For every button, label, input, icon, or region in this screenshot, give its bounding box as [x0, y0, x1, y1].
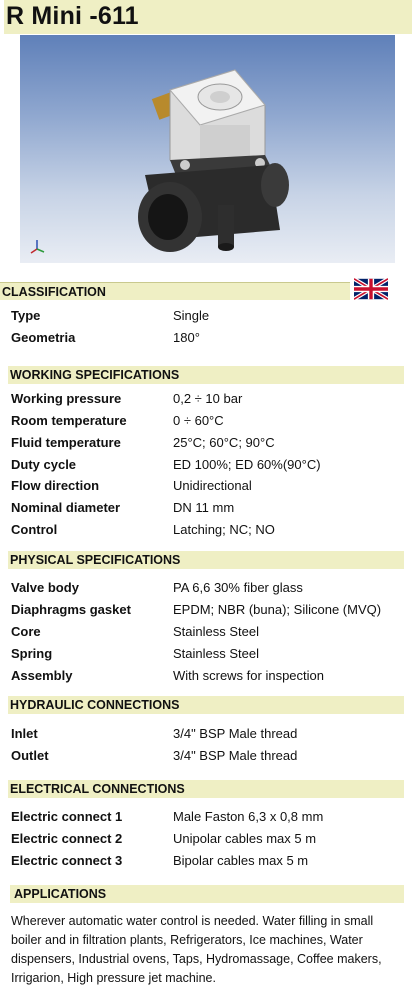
product-title: R Mini -611	[6, 2, 139, 30]
applications-text: Wherever automatic water control is needed. Water filling in small boiler and in filtration plants, Refrigerators, Ice machines, Water dispensers, Industrial ovens, Taps, Hydromassage, Coffee makers, Irrigarion, High pressure jet machine.	[11, 914, 382, 985]
product-photo	[20, 35, 395, 263]
spec-row-electric-connect-2: Electric connect 2 Unipolar cables max 5 m	[11, 831, 317, 846]
spec-row-room-temperature: Room temperature 0 ÷ 60°C	[11, 413, 224, 428]
spec-row-duty-cycle: Duty cycle ED 100%; ED 60%(90°C)	[11, 457, 321, 472]
section-electrical	[8, 780, 404, 798]
spec-row-electric-connect-1: Electric connect 1 Male Faston 6,3 x 0,8 mm	[11, 809, 324, 824]
section-heading: PHYSICAL SPECIFICATIONS	[10, 553, 181, 567]
spec-row-outlet: Outlet 3/4" BSP Male thread	[11, 748, 298, 763]
spec-row-inlet: Inlet 3/4" BSP Male thread	[11, 726, 298, 741]
spec-row-geometria: Geometria 180°	[11, 330, 200, 345]
spec-row-electric-connect-3: Electric connect 3 Bipolar cables max 5 m	[11, 853, 309, 868]
section-heading: APPLICATIONS	[14, 887, 107, 901]
spec-row-assembly: Assembly With screws for inspection	[11, 668, 324, 683]
spec-row-nominal-diameter: Nominal diameter DN 11 mm	[11, 500, 235, 515]
section-heading: CLASSIFICATION	[2, 285, 106, 299]
section-physical	[8, 551, 404, 569]
section-hydraulic	[8, 696, 404, 714]
spec-row-type: Type Single	[11, 308, 210, 323]
spec-row-working-pressure: Working pressure 0,2 ÷ 10 bar	[11, 391, 243, 406]
spec-row-core: Core Stainless Steel	[11, 624, 259, 639]
spec-row-flow-direction: Flow direction Unidirectional	[11, 478, 252, 493]
section-heading: WORKING SPECIFICATIONS	[10, 368, 180, 382]
section-working	[8, 366, 404, 384]
spec-row-spring: Spring Stainless Steel	[11, 646, 259, 661]
valve-illustration	[20, 35, 395, 263]
spec-row-control: Control Latching; NC; NO	[11, 522, 275, 537]
section-applications	[10, 885, 404, 903]
spec-row-diaphragms-gasket: Diaphragms gasket EPDM; NBR (buna); Silicone (MVQ)	[11, 602, 382, 617]
section-heading: ELECTRICAL CONNECTIONS	[10, 782, 185, 796]
axis-triad-icon	[28, 237, 46, 255]
spec-row-fluid-temperature: Fluid temperature 25°C; 60°C; 90°C	[11, 435, 275, 450]
section-heading: HYDRAULIC CONNECTIONS	[10, 698, 180, 712]
uk-flag-icon	[354, 278, 388, 300]
section-classification	[0, 282, 350, 300]
spec-row-valve-body: Valve body PA 6,6 30% fiber glass	[11, 580, 303, 595]
